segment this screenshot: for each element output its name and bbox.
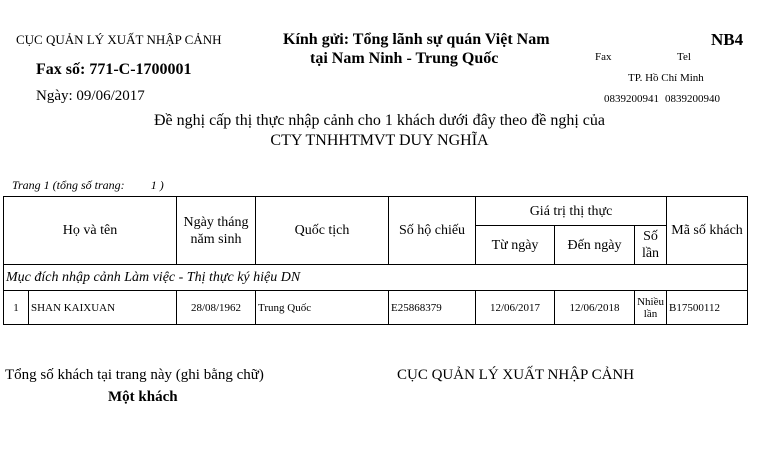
- visa-entries: Nhiều lần: [635, 291, 667, 325]
- guest-nationality: Trung Quốc: [256, 291, 389, 325]
- header-passport: Số hộ chiếu: [389, 197, 476, 265]
- total-guests-label: Tổng số khách tại trang này (ghi bằng chữ): [5, 367, 264, 383]
- header-from-date: Từ ngày: [476, 226, 555, 265]
- recipient-line-1: Kính gửi: Tổng lãnh sự quán Việt Nam: [283, 31, 550, 48]
- visa-from-date: 12/06/2017: [476, 291, 555, 325]
- fax-number-title: Fax số: 771-C-1700001: [36, 61, 192, 78]
- total-guests-words: Một khách: [108, 389, 178, 405]
- contact-tel-number: 0839200940: [665, 93, 720, 105]
- page-info: [12, 178, 164, 193]
- guest-name: SHAN KAIXUAN: [29, 291, 177, 325]
- row-number: 1: [4, 291, 29, 325]
- header-visa-value: Giá trị thị thực: [476, 197, 667, 226]
- request-text: Đề nghị cấp thị thực nhập cảnh cho 1 khách dưới đây theo đề nghị của: [154, 112, 605, 129]
- header-name: Họ và tên: [4, 197, 177, 265]
- header-dob: Ngày tháng năm sinh: [177, 197, 256, 265]
- header-to-date: Đến ngày: [555, 226, 635, 265]
- recipient-line-2: tại Nam Ninh - Trung Quốc: [310, 50, 499, 67]
- header-nationality: Quốc tịch: [256, 197, 389, 265]
- contact-fax-number: 0839200941: [604, 93, 659, 105]
- guest-passport: E25868379: [389, 291, 476, 325]
- signing-agency: CỤC QUẢN LÝ XUẤT NHẬP CẢNH: [397, 367, 635, 383]
- entry-purpose: Mục đích nhập cảnh Làm việc - Thị thực ký hiệu DN: [4, 265, 748, 291]
- issuing-agency: CỤC QUẢN LÝ XUẤT NHẬP CẢNH: [16, 32, 222, 47]
- visa-table: [3, 196, 748, 325]
- tel-label: Tel: [677, 51, 691, 63]
- city-label: TP. Hồ Chí Minh: [628, 72, 704, 84]
- guest-code: B17500112: [667, 291, 748, 325]
- visa-to-date: 12/06/2018: [555, 291, 635, 325]
- header-entries: Số lần: [635, 226, 667, 265]
- table-row: [4, 291, 748, 325]
- fax-label: Fax: [595, 51, 612, 63]
- form-code: NB4: [711, 30, 744, 49]
- header-guest-code: Mã số khách: [667, 197, 748, 265]
- company-name: CTY TNHHTMVT DUY NGHĨA: [270, 132, 489, 149]
- page-info-total: 1 ): [150, 178, 164, 192]
- page-info-label: Trang 1 (tổng số trang:: [12, 178, 125, 192]
- document-date: Ngày: 09/06/2017: [36, 88, 145, 104]
- guest-dob: 28/08/1962: [177, 291, 256, 325]
